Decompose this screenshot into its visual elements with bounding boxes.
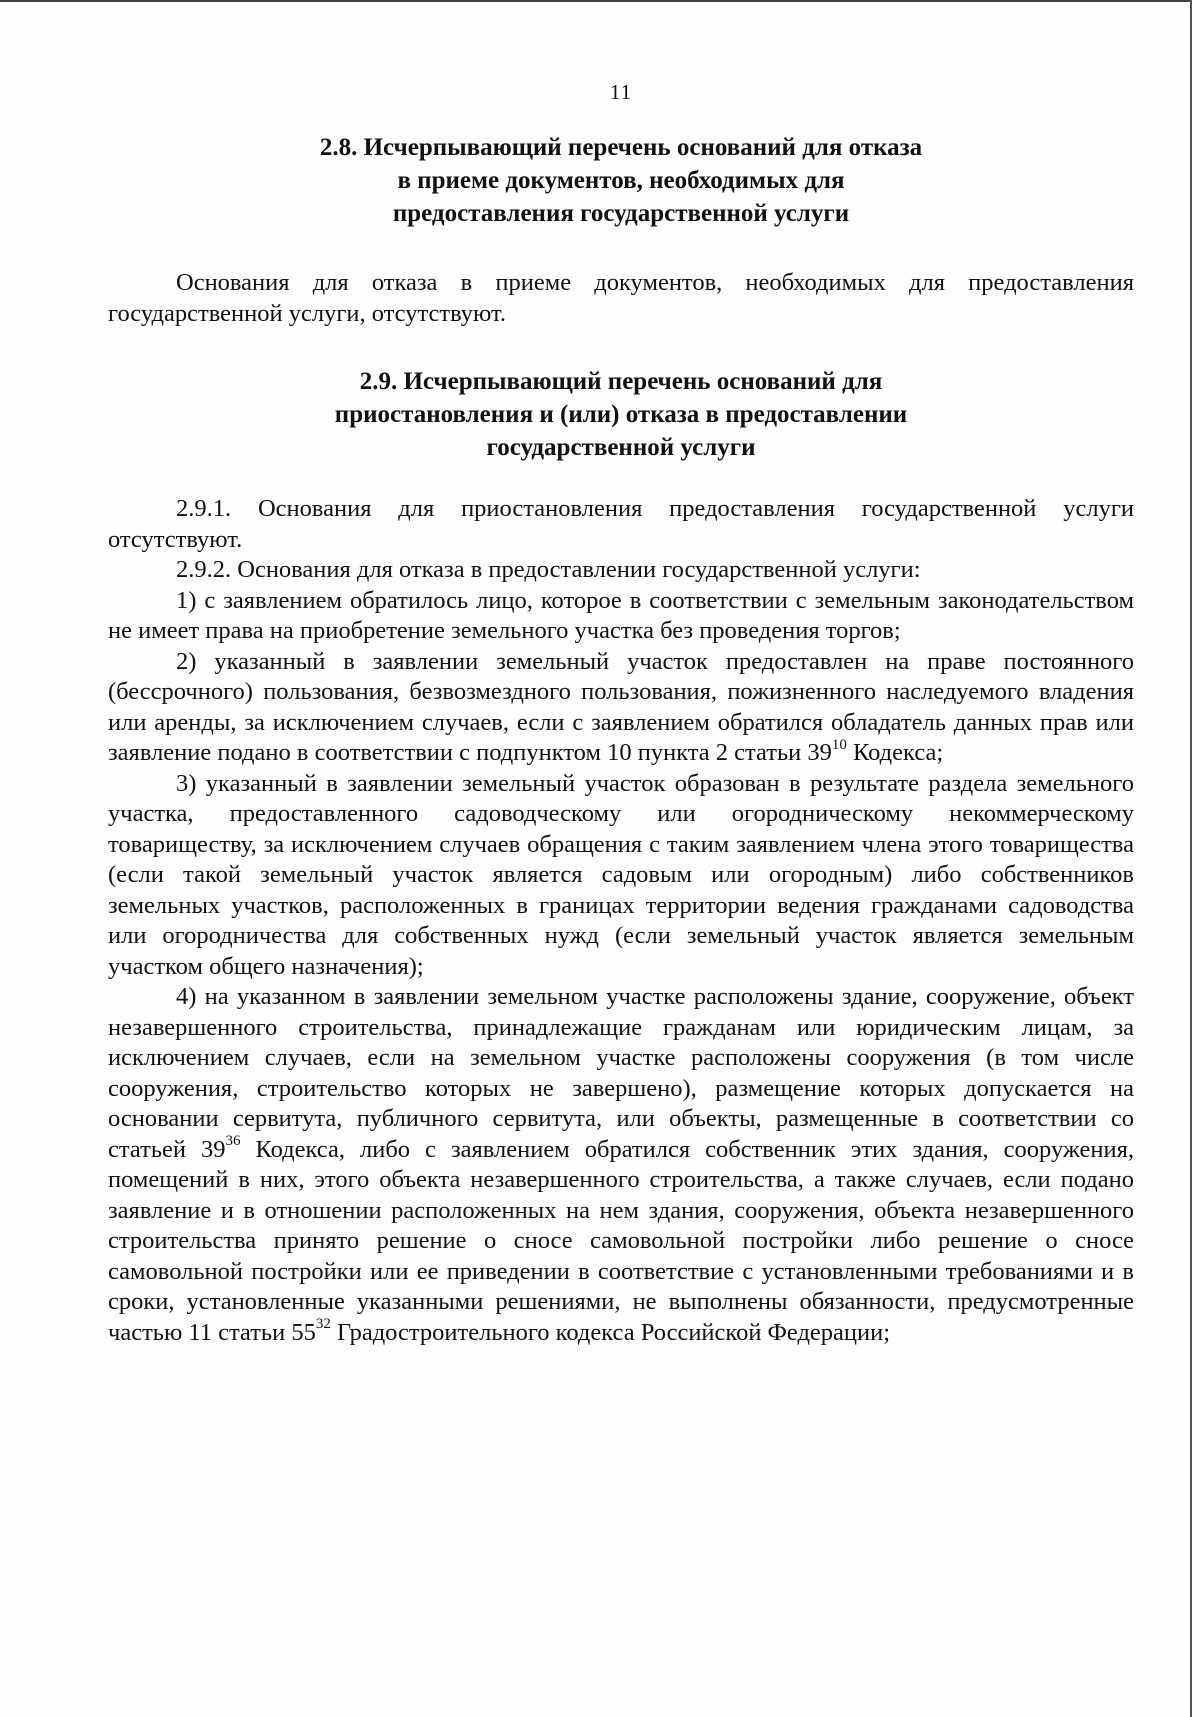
list-item-3: 3) указанный в заявлении земельный участок образован в результате раздела земельного участка, предоставленного садоводческому или огородническому некоммерческому товариществу, за исключением случаев обращения с таким заявлением члена этого товарищества (если такой земельный участок является садовым или огородным) либо собственников земельных участков, расположенных в границах территории ведения гражданами садоводства или огородничества для собственных нужд (если земельный участок является земельным участком общего назначения); [108, 769, 1134, 980]
heading-line: 2.9. Исчерпывающий перечень оснований для [359, 368, 883, 395]
list-item-1: 1) с заявлением обратилось лицо, которое в соответствии с земельным законодательством не имеет права на приобретение земельного участка без проведения торгов; [108, 586, 1134, 644]
heading-line: предоставления государственной услуги [392, 200, 850, 227]
scan-right-edge [1190, 0, 1192, 1717]
list-item-2 [108, 647, 1134, 769]
paragraph-2-9-1: 2.9.1. Основания для приостановления предоставления государственной услуги отсутствуют. [108, 495, 1134, 553]
paragraph-2-9-2: 2.9.2. Основания для отказа в предоставлении государственной услуги: [176, 556, 921, 583]
section-2-8-text: Основания для отказа в приеме документов, необходимых для предоставления государственной услуги, отсутствуют. [108, 269, 1134, 327]
superscript: 36 [225, 1133, 241, 1150]
heading-line: 2.8. Исчерпывающий перечень оснований для отказа [319, 134, 923, 161]
list-item-4 [108, 982, 1134, 1348]
heading-line: приостановления и (или) отказа в предоставлении [334, 401, 908, 428]
superscript: 10 [831, 736, 847, 753]
superscript: 32 [315, 1316, 331, 1333]
text-run: Кодекса, либо с заявлением обратился собственник этих здания, сооружения, помещений в них, этого объекта незавершенного строительства, а также случаев, если подано заявление и в отношении расположенных на нем здания, сооружения, объекта незавершенного строительства принято решение о сносе самовольной постройки либо решение о сносе самовольной постройки или ее приведении в соответствие с установленными требованиями и в сроки, установленные указанными решениями, не выполнены обязанности, предусмотренные частью 11 статьи 55 [108, 1135, 1134, 1346]
text-run: Кодекса; [846, 739, 944, 766]
document-page [108, 80, 1134, 1348]
section-2-9-heading [108, 365, 1134, 464]
heading-line: государственной услуги [486, 434, 756, 461]
text-run: 4) на указанном в заявлении земельном участке расположены здание, сооружение, объект незавершенного строительства, принадлежащие гражданам или юридическим лицам, за исключением случаев, если на земельном участке расположены сооружения (в том числе сооружения, строительство которых не завершено), размещение которых допускается на основании сервитута, публичного сервитута, или объекты, размещенные в соответствии со статьей 39 [108, 983, 1134, 1163]
scan-top-edge [0, 0, 1190, 4]
page-number: 11 [609, 80, 633, 104]
heading-line: в приеме документов, необходимых для [397, 167, 845, 194]
section-2-8-heading [108, 131, 1134, 230]
text-run: Градостроительного кодекса Российской Федерации; [330, 1318, 891, 1346]
text-run: 2) указанный в заявлении земельный участок предоставлен на праве постоянного (бессрочного) пользования, безвозмездного пользования, пожизненного наследуемого владения или аренды, за исключением случаев, если с заявлением обратился обладатель данных прав или заявление подано в соответствии с подпунктом 10 пункта 2 статьи 39 [108, 647, 1134, 766]
